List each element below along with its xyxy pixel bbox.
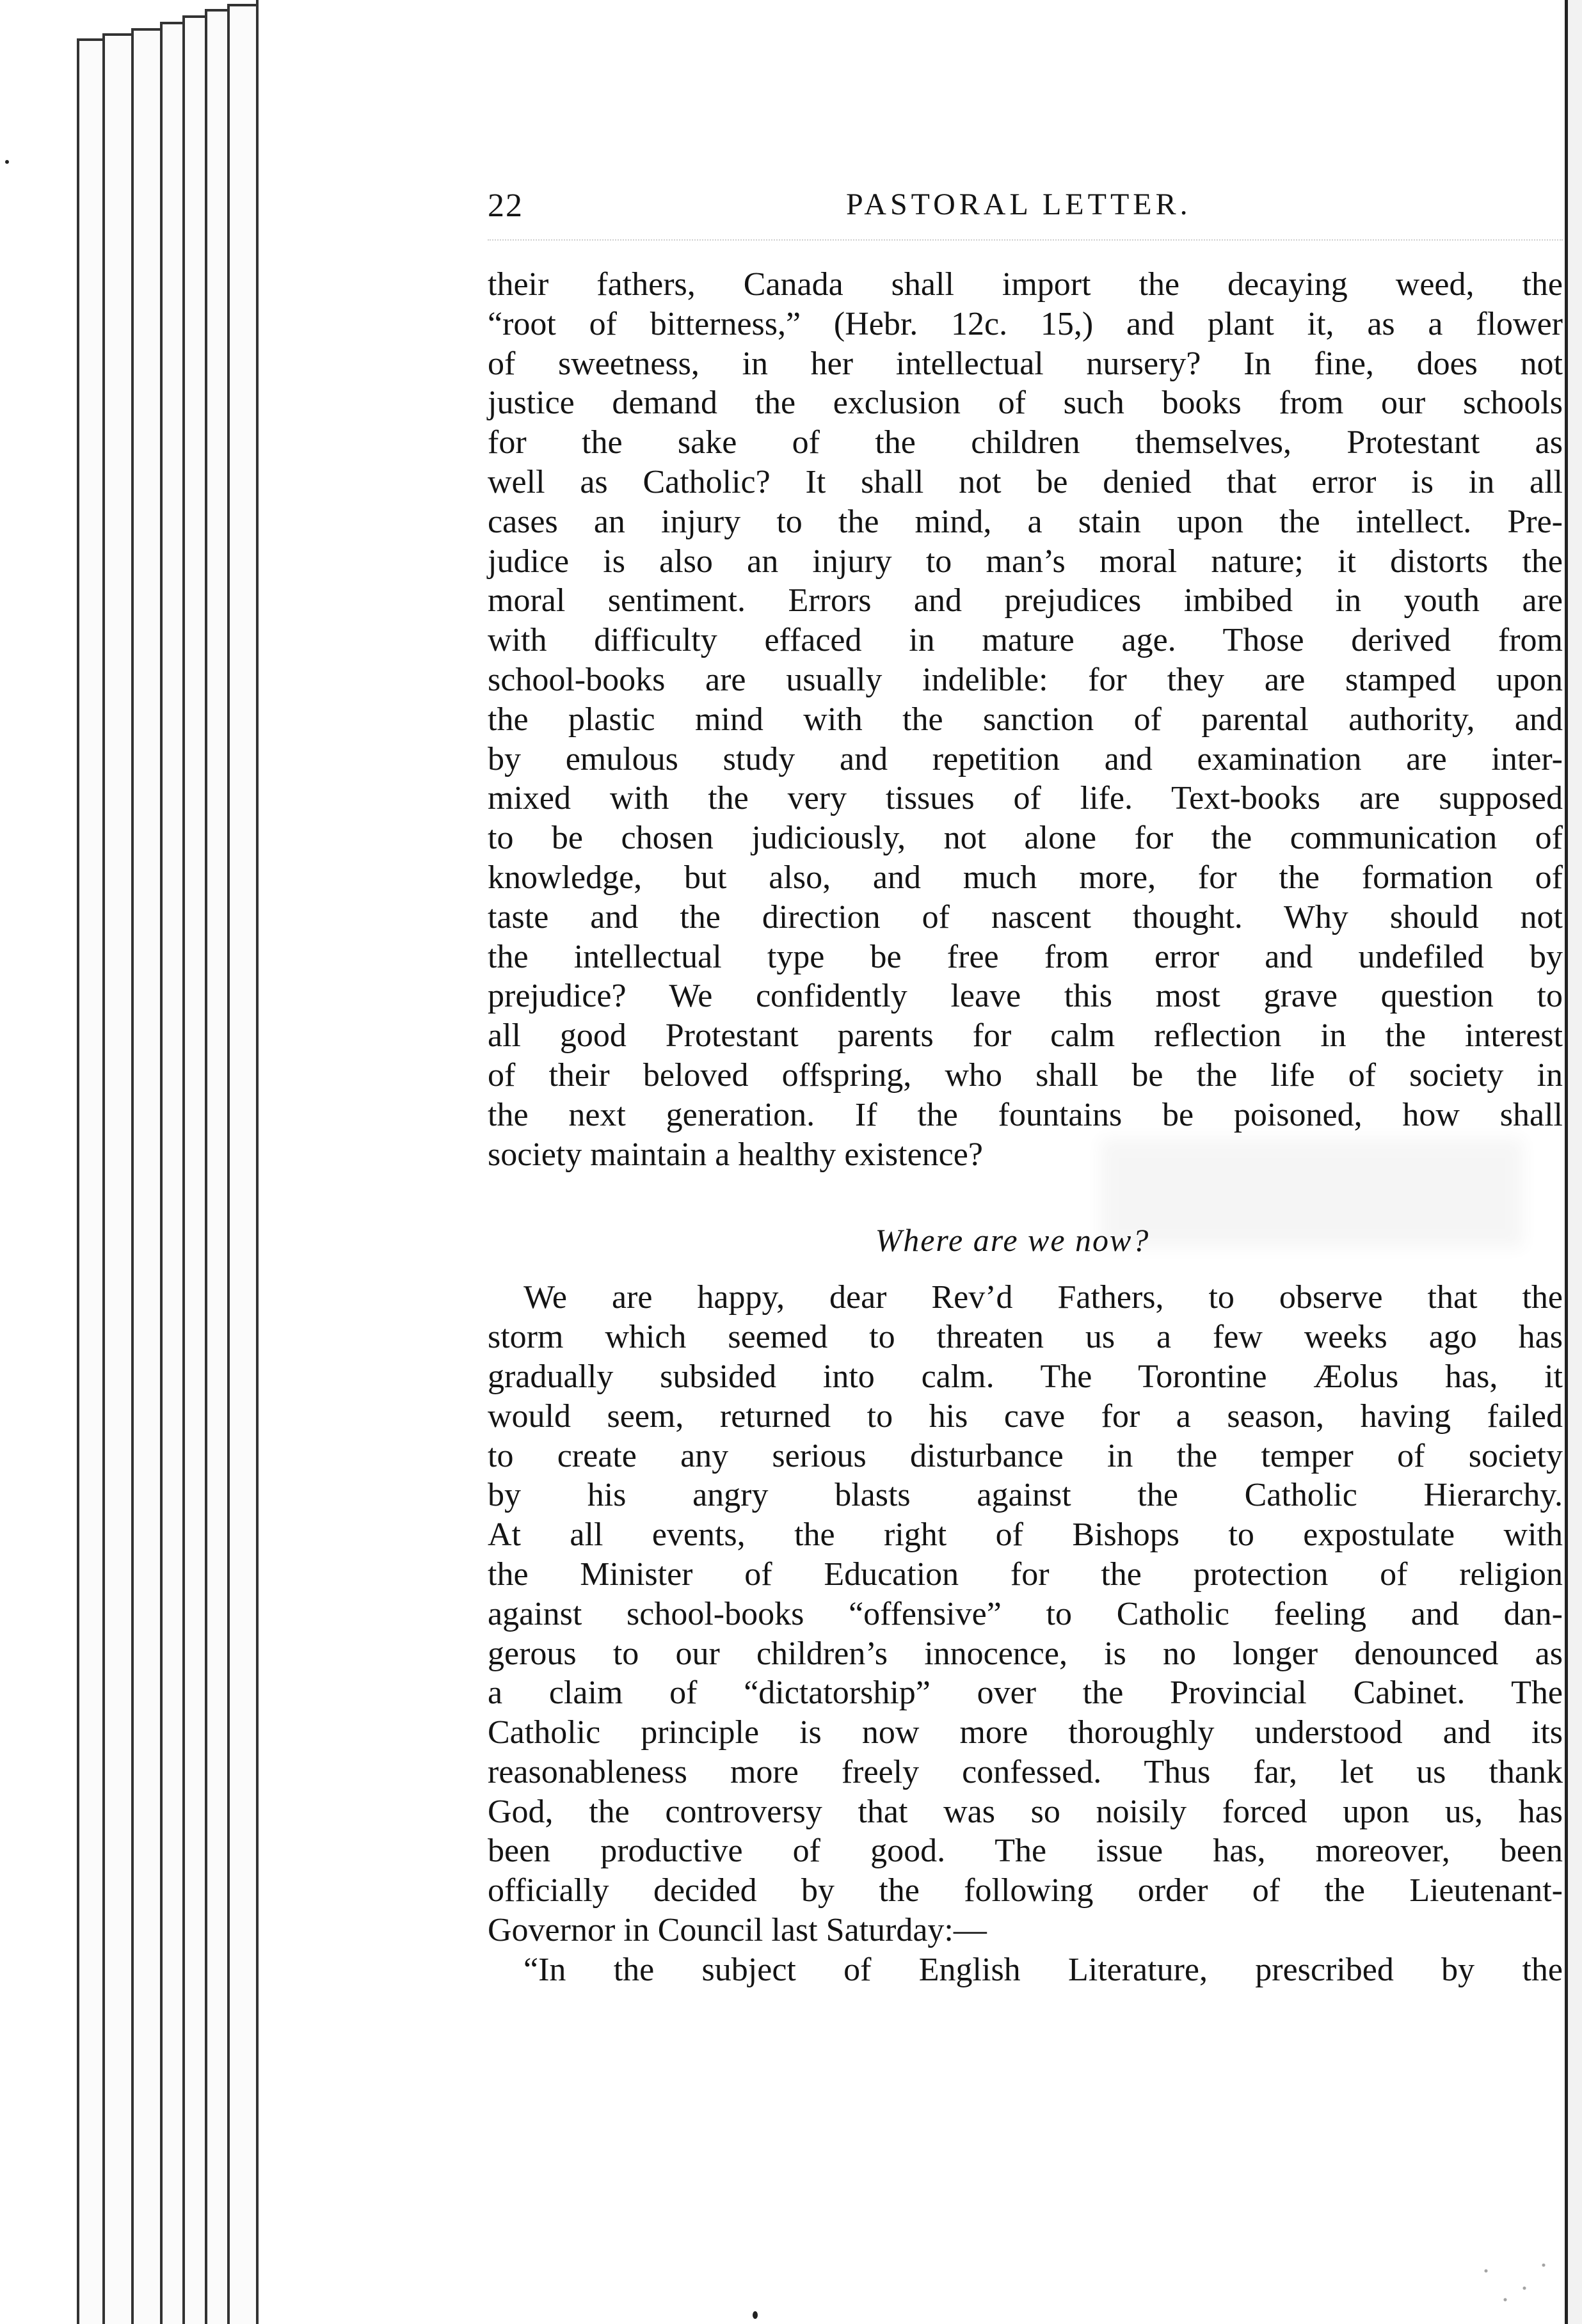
page-right-edge bbox=[1565, 0, 1582, 2324]
text-line: by emulous study and repetition and examination are inter- bbox=[488, 740, 1563, 777]
text-line: all good Protestant parents for calm reflection in the interest bbox=[488, 1017, 1563, 1055]
text-line: the next generation. If the fountains be poisoned, how shall bbox=[488, 1096, 1563, 1133]
header-rule bbox=[488, 239, 1563, 241]
text-line: by his angry blasts against the Catholic Hierarchy. bbox=[488, 1477, 1563, 1514]
speck bbox=[753, 2311, 758, 2319]
text-line: with difficulty effaced in mature age. Those derived from bbox=[488, 622, 1563, 659]
text-line: the intellectual type be free from error and undefiled by bbox=[488, 938, 1563, 975]
text-line: reasonableness more freely confessed. Thus far, let us thank bbox=[488, 1753, 1563, 1790]
paragraph-3 bbox=[488, 1950, 1563, 1990]
text-line: justice demand the exclusion of such books from our schools bbox=[488, 385, 1563, 422]
text-line: to create any serious disturbance in the temper of society bbox=[488, 1437, 1563, 1474]
text-line: Catholic principle is now more thoroughly understood and its bbox=[488, 1714, 1563, 1751]
text-line: been productive of good. The issue has, moreover, been bbox=[488, 1833, 1563, 1870]
speck bbox=[5, 160, 9, 164]
text-line: to be chosen judiciously, not alone for the communication of bbox=[488, 820, 1563, 857]
text-line: officially decided by the following order of the Lieutenant- bbox=[488, 1872, 1563, 1909]
text-line: well as Catholic? It shall not be denied that error is in all bbox=[488, 463, 1563, 500]
text-line: cases an injury to the mind, a stain upon the intellect. Pre- bbox=[488, 503, 1563, 540]
text-line: prejudice? We confidently leave this most grave question to bbox=[488, 978, 1563, 1015]
page-number: 22 bbox=[488, 187, 523, 224]
text-line: judice is also an injury to man’s moral nature; it distorts the bbox=[488, 543, 1563, 580]
text-line: a claim of “dictatorship” over the Provincial Cabinet. The bbox=[488, 1675, 1563, 1712]
paragraph-1 bbox=[488, 265, 1563, 1174]
text-line: of sweetness, in her intellectual nursery? In fine, does not bbox=[488, 345, 1563, 382]
print-specks bbox=[1467, 2254, 1563, 2311]
text-line: of their beloved offspring, who shall be the life of society in bbox=[488, 1056, 1563, 1094]
paragraph-2 bbox=[488, 1278, 1563, 1950]
stacked-page-edges bbox=[0, 0, 282, 2324]
text-line: “root of bitterness,” (Hebr. 12c. 15,) and plant it, as a flower bbox=[488, 305, 1563, 342]
text-line: At all events, the right of Bishops to expostulate with bbox=[488, 1516, 1563, 1554]
text-line: the plastic mind with the sanction of parental authority, and bbox=[488, 701, 1563, 738]
text-line: Governor in Council last Saturday:— bbox=[488, 1912, 987, 1949]
body-text bbox=[488, 265, 1563, 1990]
running-head: PASTORAL LETTER. bbox=[846, 187, 1192, 221]
text-line: society maintain a healthy existence? bbox=[488, 1136, 983, 1173]
text-line: their fathers, Canada shall import the decaying weed, the bbox=[488, 266, 1563, 303]
text-line: would seem, returned to his cave for a season, having failed bbox=[488, 1397, 1563, 1435]
section-heading: Where are we now? bbox=[875, 1222, 1150, 1259]
text-line: God, the controversy that was so noisily forced upon us, has bbox=[488, 1793, 1563, 1830]
text-line: gradually subsided into calm. The Torontine Æolus has, it bbox=[488, 1358, 1563, 1395]
text-line: knowledge, but also, and much more, for the formation of bbox=[488, 859, 1563, 896]
text-line: the Minister of Education for the protection of religion bbox=[488, 1556, 1563, 1593]
text-line: We are happy, dear Rev’d Fathers, to observe that the bbox=[523, 1279, 1563, 1316]
text-line: “In the subject of English Literature, prescribed by the bbox=[523, 1951, 1563, 1988]
page-header bbox=[488, 187, 1563, 232]
text-line: for the sake of the children themselves, Protestant as bbox=[488, 424, 1563, 461]
text-line: moral sentiment. Errors and prejudices imbibed in youth are bbox=[488, 582, 1563, 619]
text-line: against school-books “offensive” to Catholic feeling and dan- bbox=[488, 1595, 1563, 1632]
text-line: storm which seemed to threaten us a few weeks ago has bbox=[488, 1319, 1563, 1356]
text-line: gerous to our children’s innocence, is no longer denounced as bbox=[488, 1635, 1563, 1672]
text-line: school-books are usually indelible: for they are stamped upon bbox=[488, 661, 1563, 698]
text-line: mixed with the very tissues of life. Text-books are supposed bbox=[488, 780, 1563, 817]
text-line: taste and the direction of nascent thought. Why should not bbox=[488, 898, 1563, 935]
